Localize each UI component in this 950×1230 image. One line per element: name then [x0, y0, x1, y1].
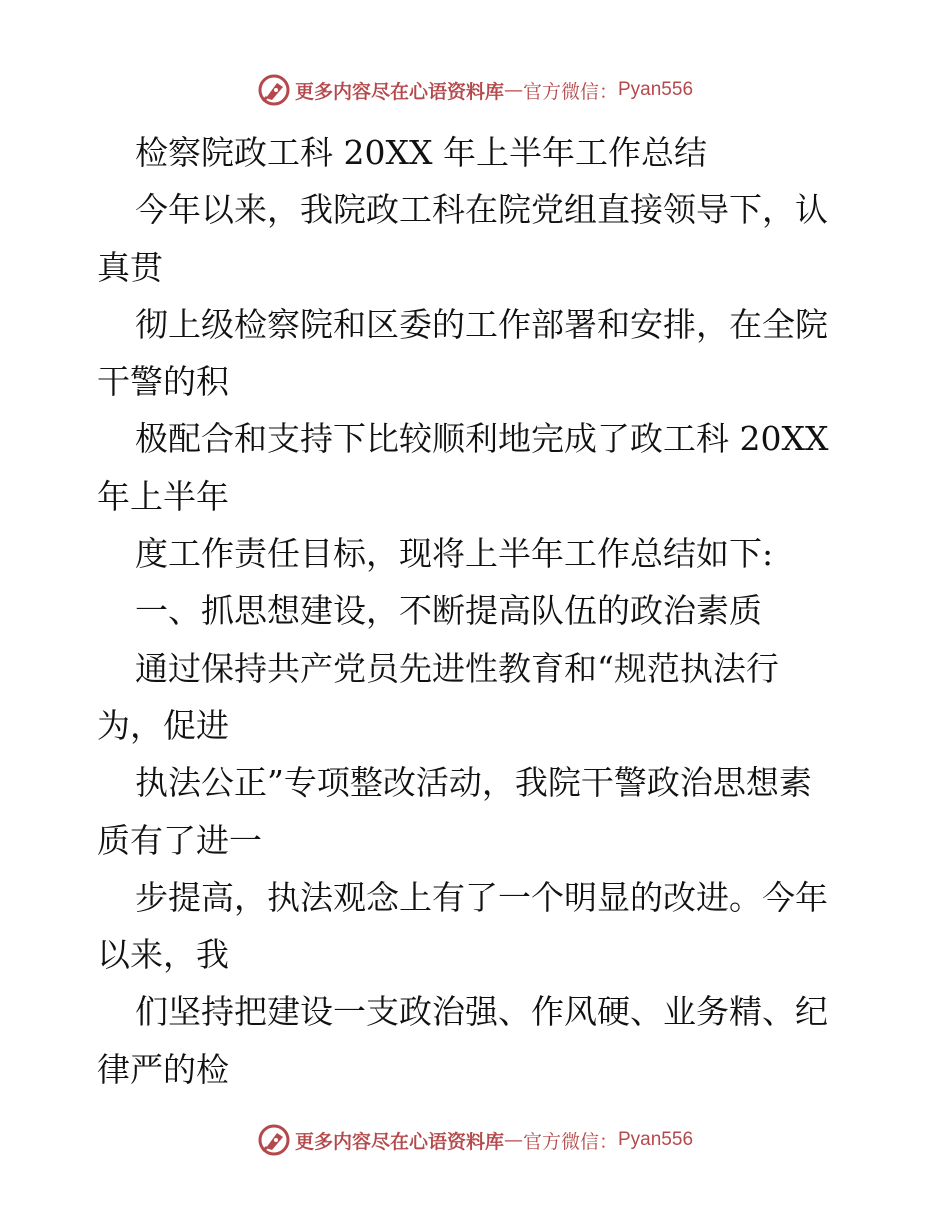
banner-separator: —: [503, 79, 523, 101]
banner-wechat-label: 官方微信：: [522, 1130, 618, 1153]
document-line: 干警的积: [97, 362, 229, 402]
document-line: 质有了进一: [97, 820, 262, 860]
document-line: 以来，我: [97, 935, 229, 975]
pen-nib-logo-icon: [257, 73, 291, 107]
pen-nib-logo-icon: [257, 1123, 291, 1157]
document-line: 年上半年: [97, 476, 229, 516]
document-line: 律严的检: [97, 1049, 229, 1089]
footer-banner[interactable]: [0, 1120, 950, 1160]
document-line: 执法公正”专项整改活动，我院干警政治思想素: [135, 763, 812, 803]
banner-site-text: 更多内容尽在心语资料库: [294, 1130, 504, 1153]
banner-site-text: 更多内容尽在心语资料库: [294, 80, 504, 103]
document-line: 为，促进: [97, 705, 229, 745]
header-banner[interactable]: [0, 70, 950, 110]
document-title: 检察院政工科 20XX 年上半年工作总结: [135, 133, 707, 172]
document-line: 步提高，执法观念上有了一个明显的改进。今年: [135, 877, 828, 917]
document-line: 度工作责任目标，现将上半年工作总结如下:: [135, 534, 774, 574]
banner-separator: —: [503, 1129, 523, 1151]
document-line: 今年以来，我院政工科在院党组直接领导下，认: [135, 190, 828, 230]
document-line: 极配合和支持下比较顺利地完成了政工科 20XX: [135, 419, 829, 459]
banner-wechat-account: Pyan556: [618, 79, 694, 100]
document-line: 真贯: [97, 247, 163, 287]
section-heading: 一、抓思想建设，不断提高队伍的政治素质: [135, 591, 762, 631]
banner-wechat-account: Pyan556: [618, 1129, 694, 1150]
document-line: 们坚持把建设一支政治强、作风硬、业务精、纪: [135, 992, 828, 1032]
document-body: [97, 124, 857, 1098]
document-line: 通过保持共产党员先进性教育和“规范执法行: [135, 648, 779, 688]
document-line: 彻上级检察院和区委的工作部署和安排，在全院: [135, 304, 828, 344]
banner-wechat-label: 官方微信：: [522, 80, 618, 103]
